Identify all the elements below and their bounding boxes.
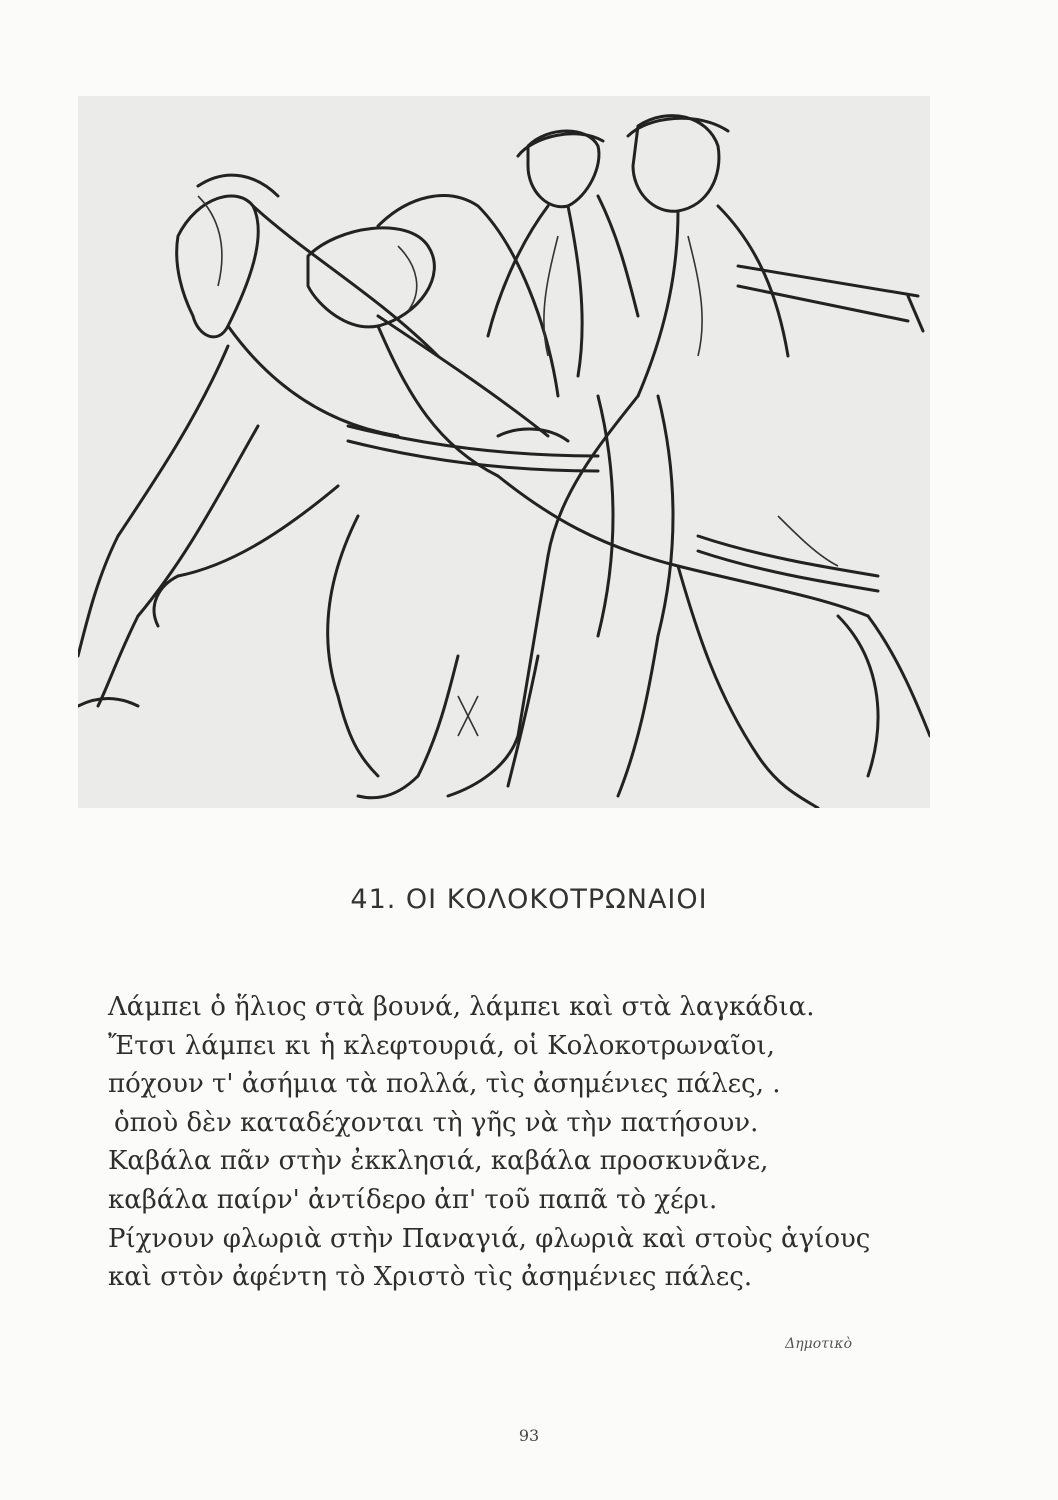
poem-line: Καβάλα πᾶν στὴν ἐκκλησιά, καβάλα προσκυνᾶνε,: [108, 1146, 769, 1177]
poem-line: πόχουν τ' ἀσήμια τὰ πολλά, τὶς ἀσημένιες πάλες, .: [108, 1069, 781, 1100]
illustration-drawing: [78, 96, 930, 808]
poem-line: καβάλα παίρν' ἀντίδερο ἀπ' τοῦ παπᾶ τὸ χέρι.: [108, 1184, 718, 1215]
page-title: 41. ΟΙ ΚΟΛΟΚΟΤΡΩΝΑΙΟΙ: [350, 884, 708, 915]
poem-line: καὶ στὸν ἀφέντη τὸ Χριστὸ τὶς ἀσημένιες πάλες.: [108, 1262, 753, 1293]
horsemen-illustration: [78, 96, 930, 808]
poem-text: [108, 988, 908, 1297]
poem-line: Ρίχνουν φλωριὰ στὴν Παναγιά, φλωριὰ καὶ στοὺς ἁγίους: [108, 1223, 871, 1254]
poem-line: Λάμπει ὁ ἥλιος στὰ βουνά, λάμπει καὶ στὰ λαγκάδια.: [108, 992, 815, 1022]
poem-attribution: Δημοτικὸ: [785, 1336, 852, 1352]
poem-line: Ἔτσι λάμπει κι ἡ κλεφτουριά, οἱ Κολοκοτρωναῖοι,: [108, 1030, 775, 1061]
page-number: 93: [518, 1426, 540, 1445]
poem-line: ὁποὺ δὲν καταδέχονται τὴ γῆς νὰ τὴν πατήσουν.: [114, 1107, 759, 1138]
